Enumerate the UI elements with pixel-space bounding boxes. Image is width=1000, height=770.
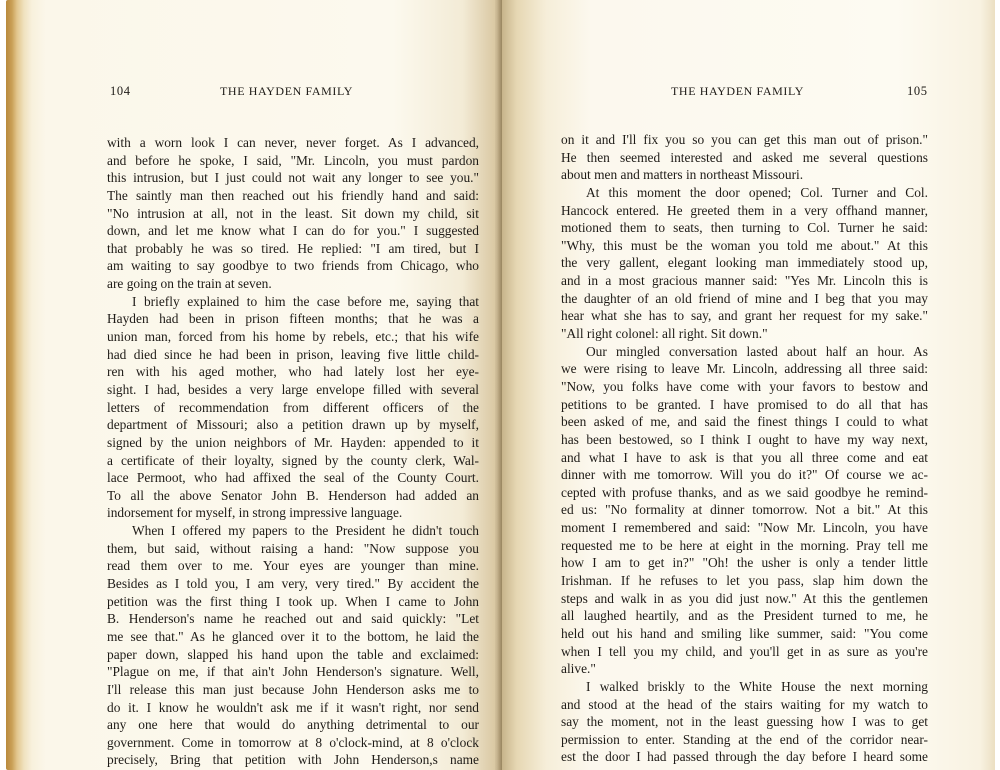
text-line: "No intrusion at all, not in the least. Sit down my child, sit bbox=[107, 205, 479, 221]
text-line: a certificate of their loyalty, signed by the county clerk, Wal- bbox=[107, 452, 479, 468]
text-line: how I am to get in?" "Oh! the usher is only a tender little bbox=[561, 555, 928, 571]
text-line: petitions to be granted. I have promised to do all that has bbox=[561, 396, 928, 412]
text-line: this intrusion, but I just could not wait any longer to see you." bbox=[107, 170, 479, 186]
page-number: 104 bbox=[110, 84, 131, 98]
text-line: has been bestowed, so I think I ought to have my way next, bbox=[561, 431, 928, 447]
text-line: union man, forced from his home by rebels, etc.; that his wife bbox=[107, 329, 479, 345]
text-line: "All right colonel: all right. Sit down." bbox=[561, 326, 768, 342]
text-line: on it and I'll fix you so you can get this man out of prison." bbox=[561, 132, 928, 147]
running-head: THE HAYDEN FAMILY bbox=[671, 84, 804, 98]
text-line: indorsement for myself, in strong impressive language. bbox=[107, 505, 403, 521]
text-line: He then seemed interested and asked me several questions bbox=[561, 149, 928, 165]
page-text bbox=[107, 134, 479, 769]
text-line: say the moment, not in the least guessing how I was to get bbox=[561, 714, 928, 730]
text-line: "Now, you folks have come with your favors to bestow and bbox=[561, 378, 928, 394]
text-line: me see that." As he glanced over it to the bottom, he laid the bbox=[107, 628, 479, 644]
text-line: held out his hand and smiling like summer, said: "You come bbox=[561, 625, 928, 641]
text-line: permission to enter. Standing at the end of the corridor near- bbox=[561, 731, 928, 747]
text-line: "Plague on me, if that ain't John Henderson's signature. Well, bbox=[107, 664, 479, 680]
text-line: When I offered my papers to the President he didn't touch bbox=[132, 523, 479, 539]
text-line: moment I remembered and said: "Now Mr. Lincoln, you have bbox=[561, 520, 928, 536]
text-line: hear what she has to say, and grant her request for my sake." bbox=[561, 308, 928, 324]
text-line: and before he spoke, I said, "Mr. Lincoln, you must pardon bbox=[107, 152, 479, 168]
text-line: are going on the train at seven. bbox=[107, 276, 272, 292]
text-line: with a worn look I can never, never forget. As I advanced, bbox=[107, 135, 479, 150]
text-line: dinner with me tomorrow. Will you do it?" Of course we ac- bbox=[561, 467, 928, 483]
text-line: The saintly man then reached out his friendly hand and said: bbox=[107, 187, 479, 203]
text-line: Our mingled conversation lasted about half an hour. As bbox=[586, 343, 928, 359]
text-line: est the door I had passed through the day before I heard some bbox=[561, 749, 928, 765]
text-line: had died since he had been in prison, leaving five little child- bbox=[107, 346, 479, 362]
text-line: department of Missouri; also a petition drawn up by myself, bbox=[107, 417, 479, 433]
text-line: Hancock entered. He greeted them in a very offhand manner, bbox=[561, 202, 928, 218]
text-line: petition was the first thing I took up. When I came to John bbox=[107, 593, 479, 609]
running-head: THE HAYDEN FAMILY bbox=[220, 84, 353, 98]
text-line: all laughed heartily, and as the President turned to me, he bbox=[561, 608, 928, 624]
text-line: Irishman. If he refuses to let you pass, slap him down the bbox=[561, 573, 928, 589]
text-line: and what I have to ask is that you all three come and eat bbox=[561, 449, 928, 465]
text-line: the daughter of an old friend of mine and I beg that you may bbox=[561, 290, 928, 306]
text-line: ed us: "No formality at dinner tomorrow. Not a bit." At this bbox=[561, 502, 928, 518]
text-line: I'll release this man just because John Henderson asks me to bbox=[107, 681, 479, 697]
text-line: "Why, this must be the woman you told me about." At this bbox=[561, 237, 928, 253]
text-line: requested me to be here at eight in the morning. Pray tell me bbox=[561, 537, 928, 553]
left-page bbox=[6, 0, 502, 770]
text-line: been asked of me, and said the finest things I could to what bbox=[561, 414, 928, 430]
text-line: about men and matters in northeast Missouri. bbox=[561, 167, 804, 183]
text-line: when I tell you my child, and you'll get in as sure as you're bbox=[561, 643, 928, 659]
text-line: motioned them to seats, then turning to Col. Turner he said: bbox=[561, 220, 928, 236]
text-line: ren with his aged mother, who had lately lost her eye- bbox=[107, 364, 479, 380]
text-line: any one here that would do anything detrimental to our bbox=[107, 717, 479, 733]
text-line: To all the above Senator John B. Henderson had added an bbox=[107, 487, 479, 503]
text-line: am waiting to say goodbye to two friends from Chicago, who bbox=[107, 258, 479, 274]
text-line: Hayden had been in prison fifteen months; that he was a bbox=[107, 311, 479, 327]
text-line: precisely, Bring that petition with John Henderson,s name bbox=[107, 752, 479, 768]
text-line: cepted with profuse thanks, and as we said goodbye he remind- bbox=[561, 484, 928, 500]
text-line: lace Permoot, who had affixed the seal of the County Court. bbox=[107, 470, 479, 486]
text-line: down, and let me know what I can do for you." I suggested bbox=[107, 223, 479, 239]
page-number: 105 bbox=[907, 84, 928, 98]
text-line: steps and walk in as you did just now." At this the gentlemen bbox=[561, 590, 928, 606]
text-line: At this moment the door opened; Col. Turner and Col. bbox=[586, 184, 928, 200]
right-page bbox=[502, 0, 995, 770]
text-line: letters of recommendation from different officers of the bbox=[107, 399, 479, 415]
text-line: B. Henderson's name he reached out and said quickly: "Let bbox=[107, 611, 479, 627]
text-line: the very gallent, elegant looking man immediately stood up, bbox=[561, 255, 928, 271]
text-line: I walked briskly to the White House the next morning bbox=[586, 678, 928, 694]
text-line: do it. I know he wouldn't ask me if it wasn't right, nor send bbox=[107, 699, 479, 715]
text-line: Besides as I told you, I am very, very tired." By accident the bbox=[107, 576, 479, 592]
text-line: and stood at the head of the stairs waiting for my watch to bbox=[561, 696, 928, 712]
text-line: signed by the union neighbors of Mr. Hayden: appended to it bbox=[107, 434, 479, 450]
text-line: I briefly explained to him the case before me, saying that bbox=[132, 293, 479, 309]
text-line: alive." bbox=[561, 661, 596, 677]
text-line: government. Come in tomorrow at 8 o'clock-mind, at 8 o'clock bbox=[107, 734, 479, 750]
text-line: paper down, slapped his hand upon the table and exclaimed: bbox=[107, 646, 479, 662]
page-text bbox=[561, 131, 928, 766]
text-line: sight. I had, besides a very large envelope filled with several bbox=[107, 381, 479, 397]
text-line: them, but said, without raising a hand: "Now suppose you bbox=[107, 540, 479, 556]
text-line: and in a most gracious manner said: "Yes Mr. Lincoln this is bbox=[561, 273, 928, 289]
text-line: that probably he was so tired. He replied: "I am tired, but I bbox=[107, 240, 479, 256]
text-line: we were rising to leave Mr. Lincoln, addressing all three said: bbox=[561, 361, 928, 377]
text-line: read them over to me. Your eyes are younger than mine. bbox=[107, 558, 479, 574]
